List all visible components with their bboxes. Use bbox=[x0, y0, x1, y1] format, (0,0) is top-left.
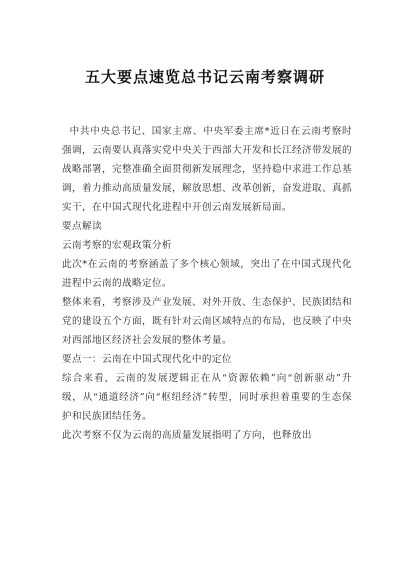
document-body bbox=[62, 122, 352, 445]
body-paragraph: 综合来看，云南的发展逻辑正在从“资源依赖”向“创新驱动”升级，从“通道经济”向“枢纽经济”转型，同时承担着重要的生态保护和民族团结任务。 bbox=[62, 373, 352, 422]
body-paragraph: 此次*在云南的考察涵盖了多个核心领域，突出了在中国式现代化进程中云南的战略定位。 bbox=[62, 259, 352, 289]
key-point-one-heading: 要点一：云南在中国式现代化中的定位 bbox=[62, 354, 232, 365]
section-heading-key-points: 要点解读 bbox=[62, 221, 102, 232]
body-paragraph: 此次考察不仅为云南的高质量发展指明了方向，也释放出 bbox=[62, 430, 312, 441]
body-paragraph: 整体来看，考察涉及产业发展、对外开放、生态保护、民族团结和党的建设五个方面，既有针对云南区域特点的布局，也反映了中央对西部地区经济社会发展的整体考量。 bbox=[62, 297, 352, 346]
intro-paragraph: 中共中央总书记、国家主席、中央军委主席*近日在云南考察时强调，云南要认真落实党中央关于西部大开发和长江经济带发展的战略部署，完整准确全面贯彻新发展理念，坚持稳中求进工作总基调，着力推动高质量发展，解放思想、改革创新，奋发进取、真抓实干，在中国式现代化进程中开创云南发展新局面。 bbox=[62, 126, 352, 213]
subheading-policy-analysis: 云南考察的宏观政策分析 bbox=[62, 240, 172, 251]
document-title: 五大要点速览总书记云南考察调研 bbox=[84, 68, 325, 86]
